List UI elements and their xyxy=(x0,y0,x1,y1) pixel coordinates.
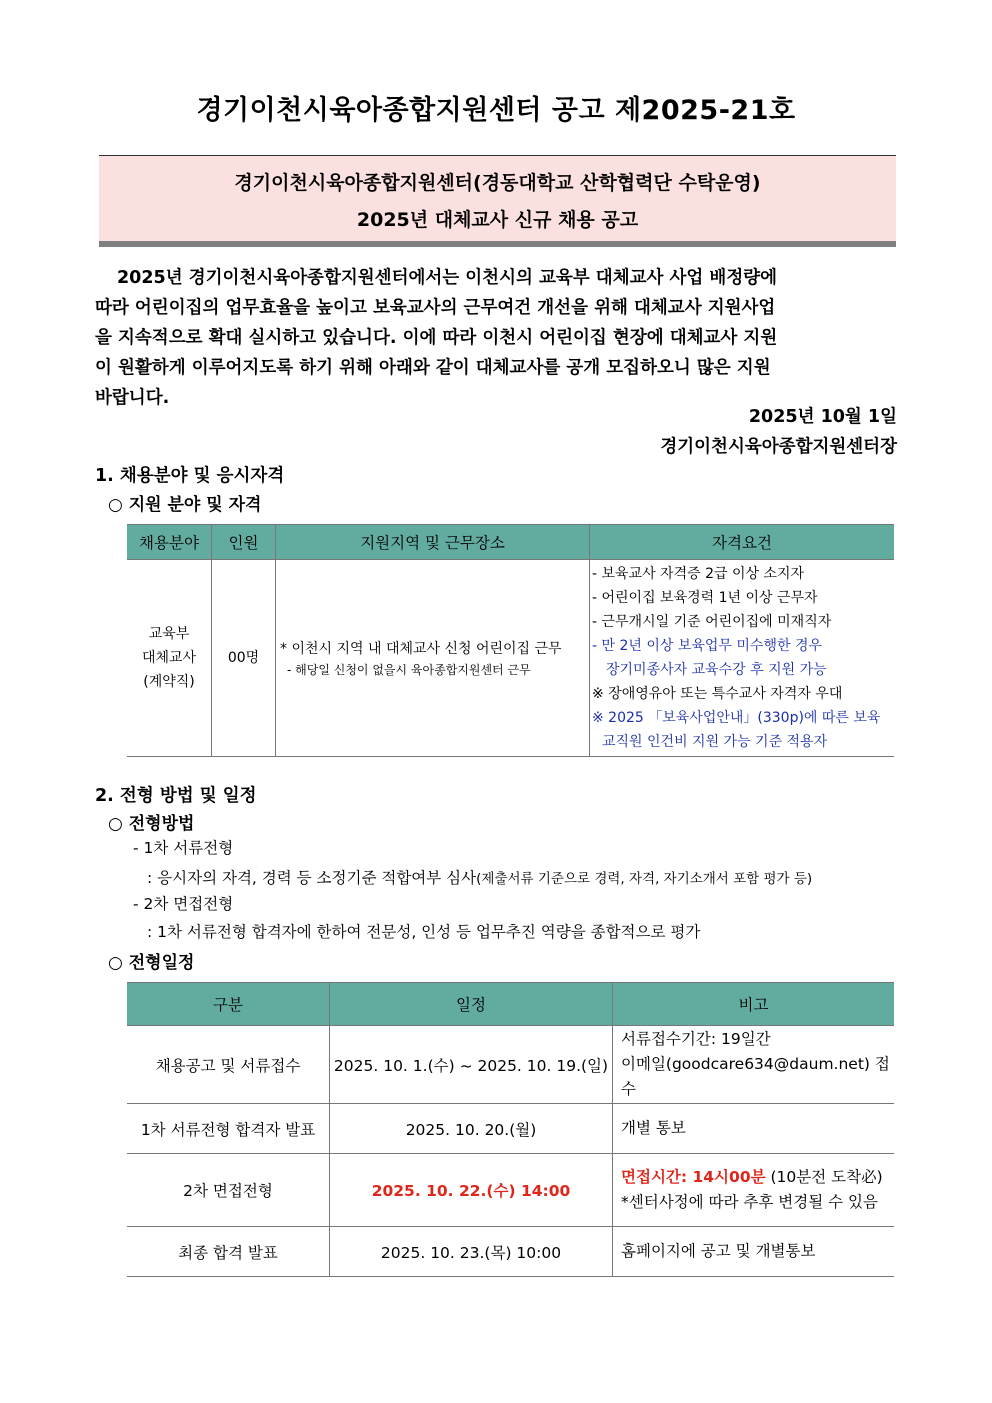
schedule-table xyxy=(127,982,894,1277)
table-header: 지원지역 및 근무장소 xyxy=(276,525,590,560)
note-cell xyxy=(613,1026,895,1104)
step-1-desc-text: : 응시자의 자격, 경력 등 소정기준 적합여부 심사 xyxy=(147,869,477,887)
step-2-title: - 2차 면접전형 xyxy=(133,895,234,913)
section-2-heading: 2. 전형 방법 및 일정 xyxy=(95,786,257,806)
announcement-date: 2025년 10월 1일 xyxy=(748,407,897,427)
table-row xyxy=(127,1154,894,1227)
requirement-item: - 만 2년 이상 보육업무 미수행한 경우 xyxy=(592,638,822,654)
stage-cell: 채용공고 및 서류접수 xyxy=(127,1026,330,1104)
field-line: 교육부 xyxy=(148,626,190,642)
section-1-sub: ○ 지원 분야 및 자격 xyxy=(108,495,262,515)
intro-line: 바랍니다. xyxy=(95,388,170,408)
requirement-item: ※ 2025 「보육사업안내」(330p)에 따른 보육 xyxy=(592,710,881,726)
table-header: 자격요건 xyxy=(590,525,895,560)
signer: 경기이천시육아종합지원센터장 xyxy=(660,437,897,457)
table-header: 인원 xyxy=(212,525,276,560)
requirement-item: 교직원 인건비 지원 가능 기준 적용자 xyxy=(602,734,828,750)
table-header: 채용분야 xyxy=(127,525,212,560)
note-line: *센터사정에 따라 추후 변경될 수 있음 xyxy=(621,1193,878,1211)
date-cell: 2025. 10. 23.(목) 10:00 xyxy=(330,1227,613,1277)
field-line: 대체교사 xyxy=(141,650,197,666)
announcement-banner xyxy=(99,155,896,247)
requirement-item: - 보육교사 자격증 2급 이상 소지자 xyxy=(592,566,805,582)
arrival-note: (10분전 도착必) xyxy=(765,1168,883,1186)
interview-time: 면접시간: 14시00분 xyxy=(621,1168,766,1186)
table-row xyxy=(127,1227,894,1277)
date-cell: 2025. 10. 20.(월) xyxy=(330,1104,613,1154)
note-line xyxy=(621,1165,893,1190)
intro-line: 2025년 경기이천시육아종합지원센터에서는 이천시의 교육부 대체교사 사업 배정량에 xyxy=(117,268,778,288)
requirements-cell xyxy=(590,560,895,757)
note-cell: 홈페이지에 공고 및 개별통보 xyxy=(613,1227,895,1277)
requirement-item: ※ 장애영유아 또는 특수교사 자격자 우대 xyxy=(592,686,843,702)
requirement-item: - 근무개시일 기준 어린이집에 미재직자 xyxy=(592,614,832,630)
method-sub: ○ 전형방법 xyxy=(108,814,195,834)
location-sub: - 해당일 신청이 없을시 육아종합지원센터 근무 xyxy=(287,663,531,677)
intro-line: 을 지속적으로 확대 실시하고 있습니다. 이에 따라 이천시 어린이집 현장에 대체교사 지원 xyxy=(95,328,778,348)
location-main: * 이천시 지역 내 대체교사 신청 어린이집 근무 xyxy=(280,641,562,657)
note-line: 서류접수기간: 19일간 xyxy=(621,1030,771,1048)
step-1-note: (제출서류 기준으로 경력, 자격, 자기소개서 포함 평가 등) xyxy=(476,871,813,887)
stage-cell: 최종 합격 발표 xyxy=(127,1227,330,1277)
note-cell: 개별 통보 xyxy=(613,1104,895,1154)
requirement-item: - 어린이집 보육경력 1년 이상 근무자 xyxy=(592,590,818,606)
table-row xyxy=(127,1026,894,1104)
date-cell: 2025. 10. 1.(수) ~ 2025. 10. 19.(일) xyxy=(330,1026,613,1104)
intro-paragraph xyxy=(95,263,897,413)
schedule-sub: ○ 전형일정 xyxy=(108,953,195,973)
qualification-table xyxy=(127,524,894,757)
banner-line-2: 2025년 대체교사 신규 채용 공고 xyxy=(356,209,639,231)
count-cell: 00명 xyxy=(212,560,276,757)
step-2-desc: : 1차 서류전형 합격자에 한하여 전문성, 인성 등 업무추진 역량을 종합적으로 평가 xyxy=(147,923,701,941)
table-header: 일정 xyxy=(330,983,613,1026)
stage-cell: 2차 면접전형 xyxy=(127,1154,330,1227)
requirement-item: 장기미종사자 교육수강 후 지원 가능 xyxy=(606,662,827,678)
intro-line: 이 원활하게 이루어지도록 하기 위해 아래와 같이 대체교사를 공개 모집하오니 많은 지원 xyxy=(95,358,771,378)
note-cell xyxy=(613,1154,895,1227)
step-1-desc xyxy=(147,866,812,888)
step-1-title: - 1차 서류전형 xyxy=(133,839,234,857)
section-1-heading: 1. 채용분야 및 응시자격 xyxy=(95,466,285,486)
intro-line: 따라 어린이집의 업무효율을 높이고 보육교사의 근무여건 개선을 위해 대체교사 지원사업 xyxy=(95,298,776,318)
table-header: 구분 xyxy=(127,983,330,1026)
location-cell xyxy=(276,560,590,757)
note-line: 이메일(goodcare634@daum.net) 접수 xyxy=(621,1055,890,1098)
table-header: 비고 xyxy=(613,983,895,1026)
field-line: (계약직) xyxy=(143,674,195,690)
document-title: 경기이천시육아종합지원센터 공고 제2025-21호 xyxy=(196,95,796,126)
stage-cell: 1차 서류전형 합격자 발표 xyxy=(127,1104,330,1154)
field-cell xyxy=(127,560,212,757)
banner-line-1: 경기이천시육아종합지원센터(경동대학교 산학협력단 수탁운영) xyxy=(234,172,761,194)
date-cell: 2025. 10. 22.(수) 14:00 xyxy=(330,1154,613,1227)
table-row xyxy=(127,1104,894,1154)
